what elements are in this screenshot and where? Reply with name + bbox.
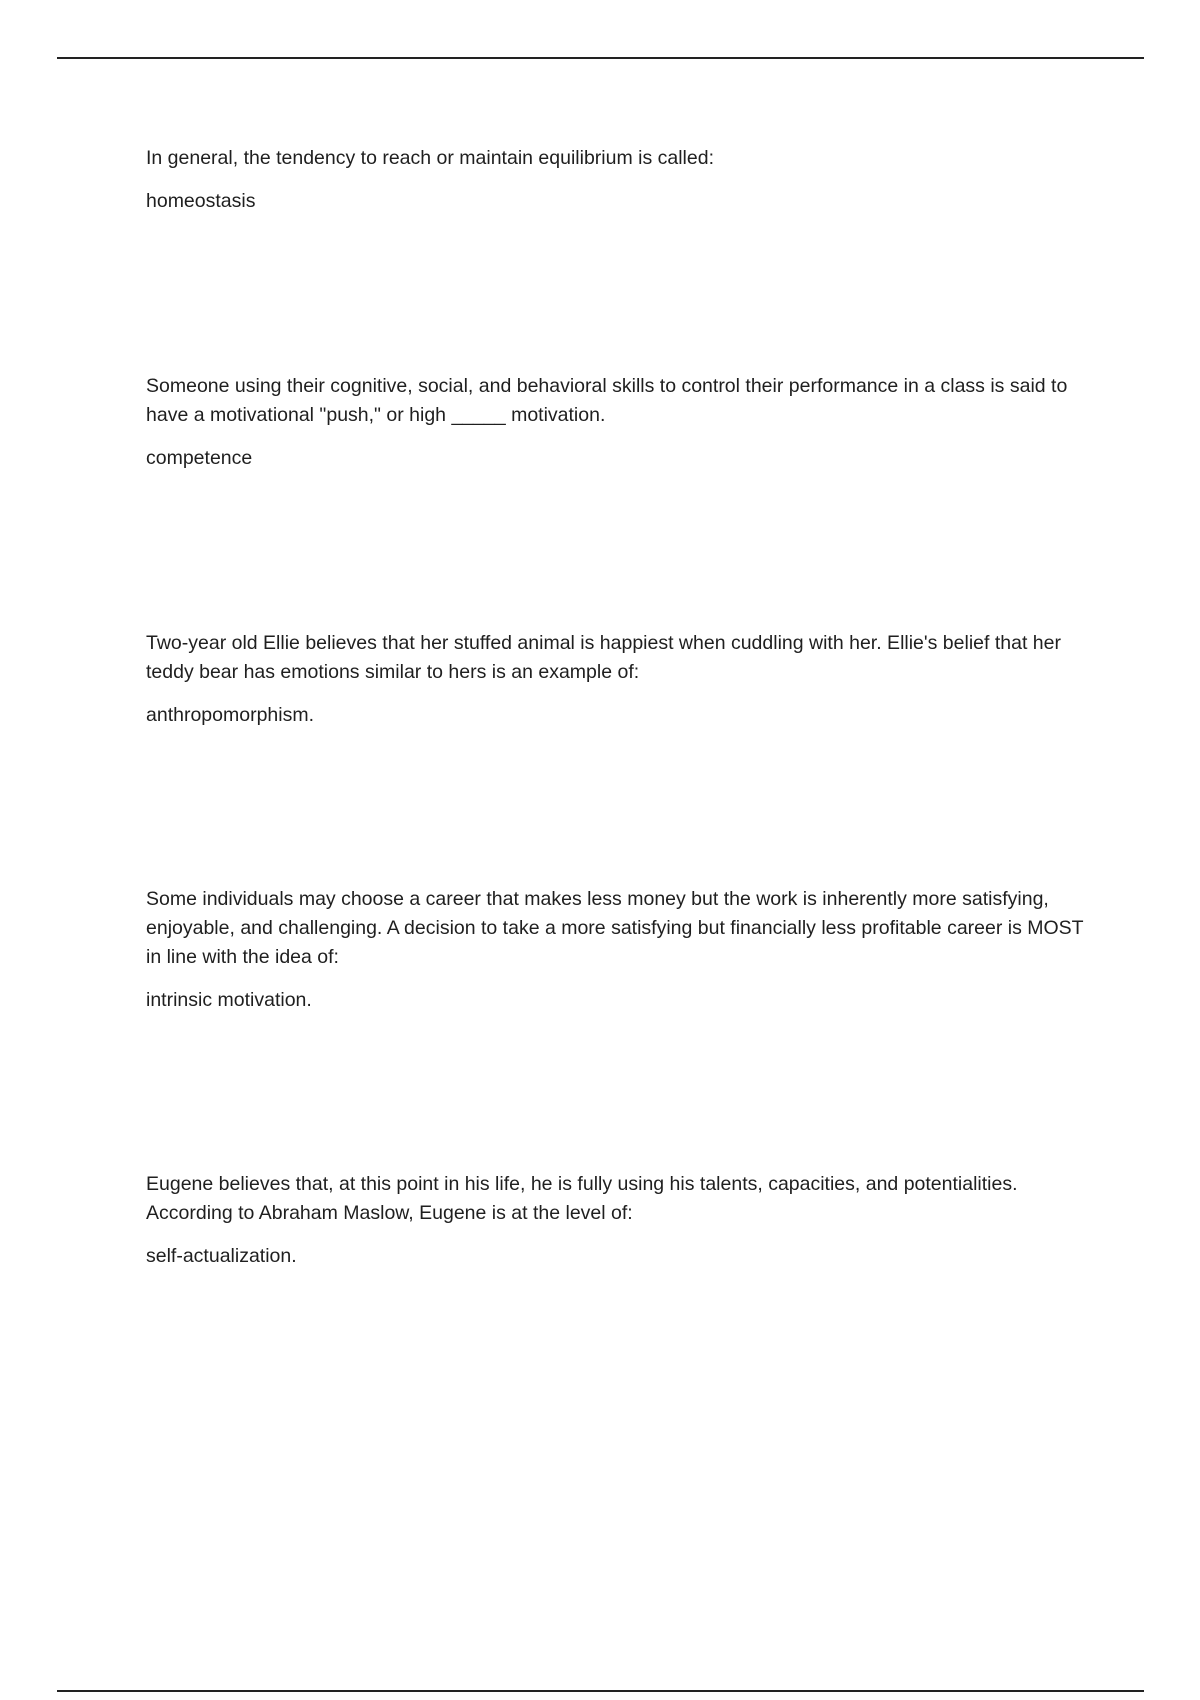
qa-item: [146, 885, 1086, 1015]
question-text: In general, the tendency to reach or maintain equilibrium is called:: [146, 147, 714, 169]
qa-item: [146, 1170, 1086, 1271]
question-text: Eugene believes that, at this point in his life, he is fully using his talents, capacities, and potentialities. According to Abraham Maslow, Eugene is at the level of:: [146, 1173, 1018, 1224]
qa-item: [146, 372, 1086, 473]
qa-item: [146, 629, 1086, 730]
answer-text: self-actualization.: [146, 1245, 297, 1267]
qa-item: [146, 144, 1086, 216]
question-text: Two-year old Ellie believes that her stuffed animal is happiest when cuddling with her. Ellie's belief that her teddy bear has emotions similar to hers is an example of:: [146, 632, 1061, 683]
question-text: Some individuals may choose a career that makes less money but the work is inherently more satisfying, enjoyable, and challenging. A decision to take a more satisfying but financially less profitable career is MOST in line with the idea of:: [146, 888, 1084, 968]
answer-text: intrinsic motivation.: [146, 989, 312, 1011]
answer-text: homeostasis: [146, 190, 256, 212]
answer-text: competence: [146, 447, 253, 469]
question-text: Someone using their cognitive, social, and behavioral skills to control their performance in a class is said to have a motivational "push," or high _____ motivation.: [146, 375, 1068, 426]
header-rule: [57, 57, 1144, 59]
answer-text: anthropomorphism.: [146, 704, 314, 726]
footer-rule: [57, 1690, 1144, 1692]
